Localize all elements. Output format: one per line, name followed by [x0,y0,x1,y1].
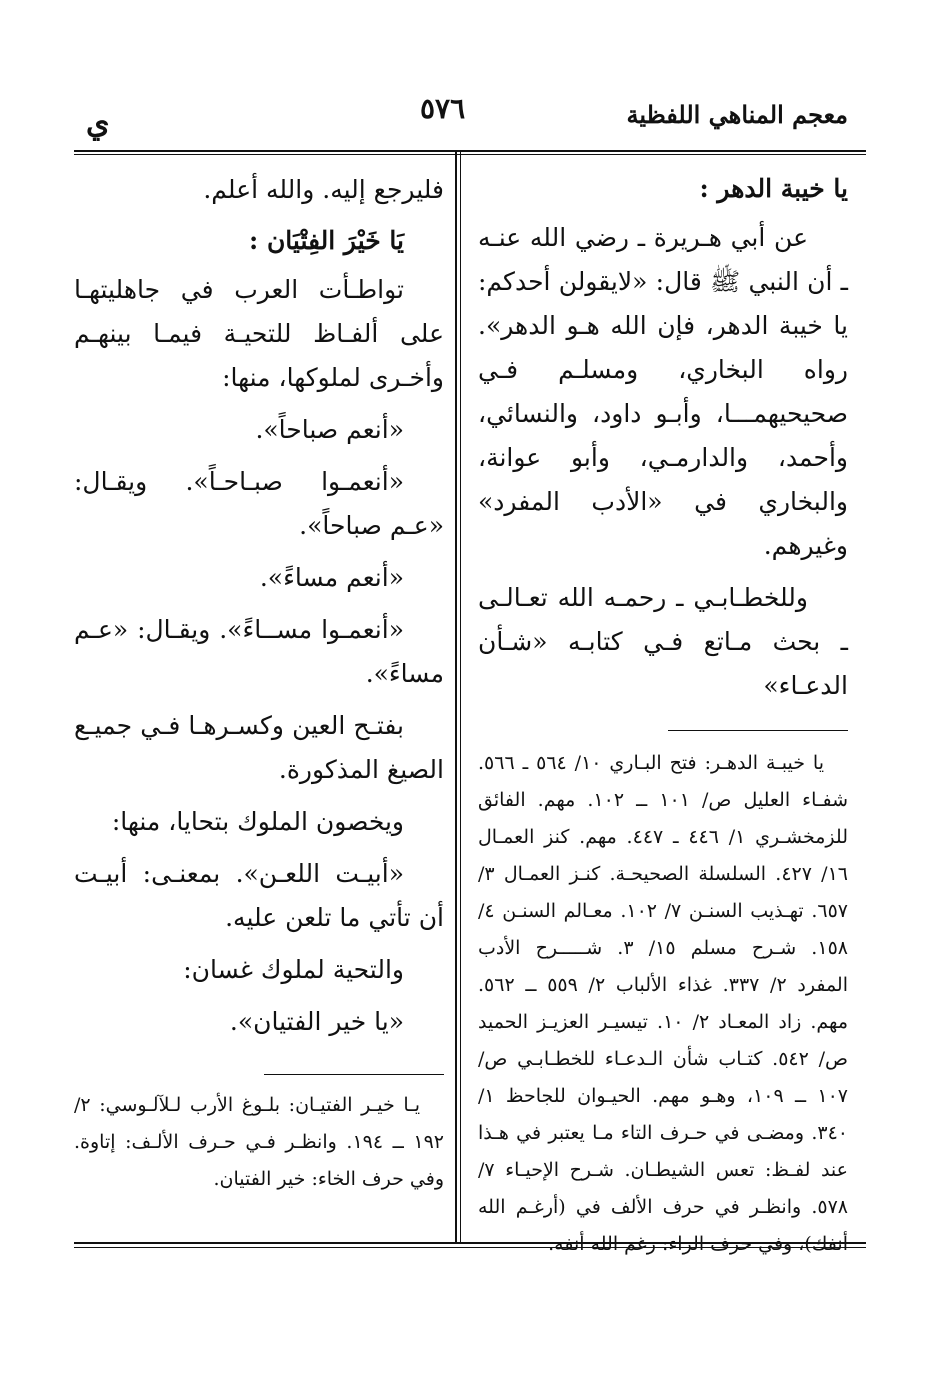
vocalization-note: بفتـح العين وكسـرهـا فـي جميـع الصيغ المذكورة. [74,711,444,784]
greeting-line: «يا خير الفتيان». [229,1007,404,1036]
book-title: معجم المناهي اللفظية [626,100,848,129]
intro-paragraph: تواطـأت العرب في جاهليتهـا على ألفـاظ للتحيـة فيمـا بينهـم وأخـرى لملوكها، منها: [74,275,444,392]
entry-title-khaybat-al-dahr: يا خيبة الدهر : [699,174,848,203]
greeting-line: «أنعمـوا صبـاحـاً». ويقـال: «عـم صباحاً». [74,467,444,540]
hadith-paragraph: عن أبي هـريرة ـ رضي الله عنـه ـ أن النبي ﷺ قال: «لايقولن أحدكم: يا خيبة الدهر، فإن الله هـو الدهر». رواه البخاري، ومسلـم فـي صحيحيهمـــا، وأبـو داود، والنسائي، وأحمد، والدارمـي، وأبو عوانة، والبخاري في «الأدب المفرد» وغيرهم. [478,223,848,560]
closing-line: فليرجع إليه. والله أعلم. [203,175,444,204]
left-column [74,168,444,1198]
greeting-line: «أنعم صباحاً». [255,415,404,444]
header-rule [74,150,866,152]
entry-title-khayr-al-fityan: يَا خَيْرَ الفِتْيَان : [249,226,404,255]
column-divider [455,152,457,1242]
column-divider-thin [460,152,461,1242]
footer-rule [74,1242,866,1244]
khattabi-paragraph: وللخطـابـي ـ رحمـه الله تعـالـى ـ بحث مـاتع فـي كتابـه «شـأن الدعـاء» [478,583,848,700]
footnote-references: يا خيبـة الدهـر: فتح البـاري ١٠/ ٥٦٤ ـ ٥٦٦. شفـاء العليل ص/ ١٠١ ــ ١٠٢. مهم. الفائق للزمخشـري ١/ ٤٤٦ ـ ٤٤٧. مهم. كنز العمـال ١٦/ ٤٢٧. السلسلة الصحيحـة. كنـز العمـال ٣/ ٦٥٧. تهـذيب السنـن ٧/ ١٠٢. معـالم السنـن ٤/ ١٥٨. شـرح مسلم ١٥/ ٣. شـــــرح الأدب المفرد ٢/ ٣٣٧. غذاء الألباب ٢/ ٥٥٩ ــ ٥٦٢. مهم. زاد المعـاد ٢/ ١٠. تيسيـر العزيـز الحميد ص/ ٥٤٢. كتـاب شأن الـدعـاء للخطـابـي ص/ ١٠٧ ــ ١٠٩، وهـو مهم. الحيـوان للجاحظ ١/ ٣٤٠. ومضـى في حـرف التاء مـا يعتبر في هـذا عند لفـظ: تعس الشيطـان. شـرح الإحيـاء ٧/ ٥٧٨. وانظـر في حرف الألف في (أرغـم الله أنفك)، وفي حرف الراء: رغم الله أنفه. [478,752,849,1255]
section-letter: ي [86,106,110,141]
footnote-rule [668,730,848,731]
greeting-line: «أنعم مساءً». [259,563,404,592]
right-column [478,168,848,1263]
footnote-references: يـا خيـر الفتيـان: بلـوغ الأرب لـلآلـوسي: ٢/ ١٩٢ ــ ١٩٤. وانظـر فـي حـرف الألـف: إتاوة. وفي حرف الخاء: خير الفتيان. [74,1094,445,1190]
page-number: ٥٧٦ [420,92,466,125]
greeting-line: «أنعمـوا مســاءً». ويقـال: «عـم مساءً». [74,615,444,688]
kings-greetings-intro: ويخصون الملوك بتحايا، منها: [111,807,404,836]
greeting-line: «أبيـت اللعـن». بمعنـى: أبيـت أن تأتي ما تلعن عليه. [74,859,444,932]
ghassan-intro: والتحية لملوك غسان: [183,955,404,984]
header-rule-thin [74,154,866,155]
footer-rule-thin [74,1247,866,1248]
footnote-rule [264,1074,444,1075]
